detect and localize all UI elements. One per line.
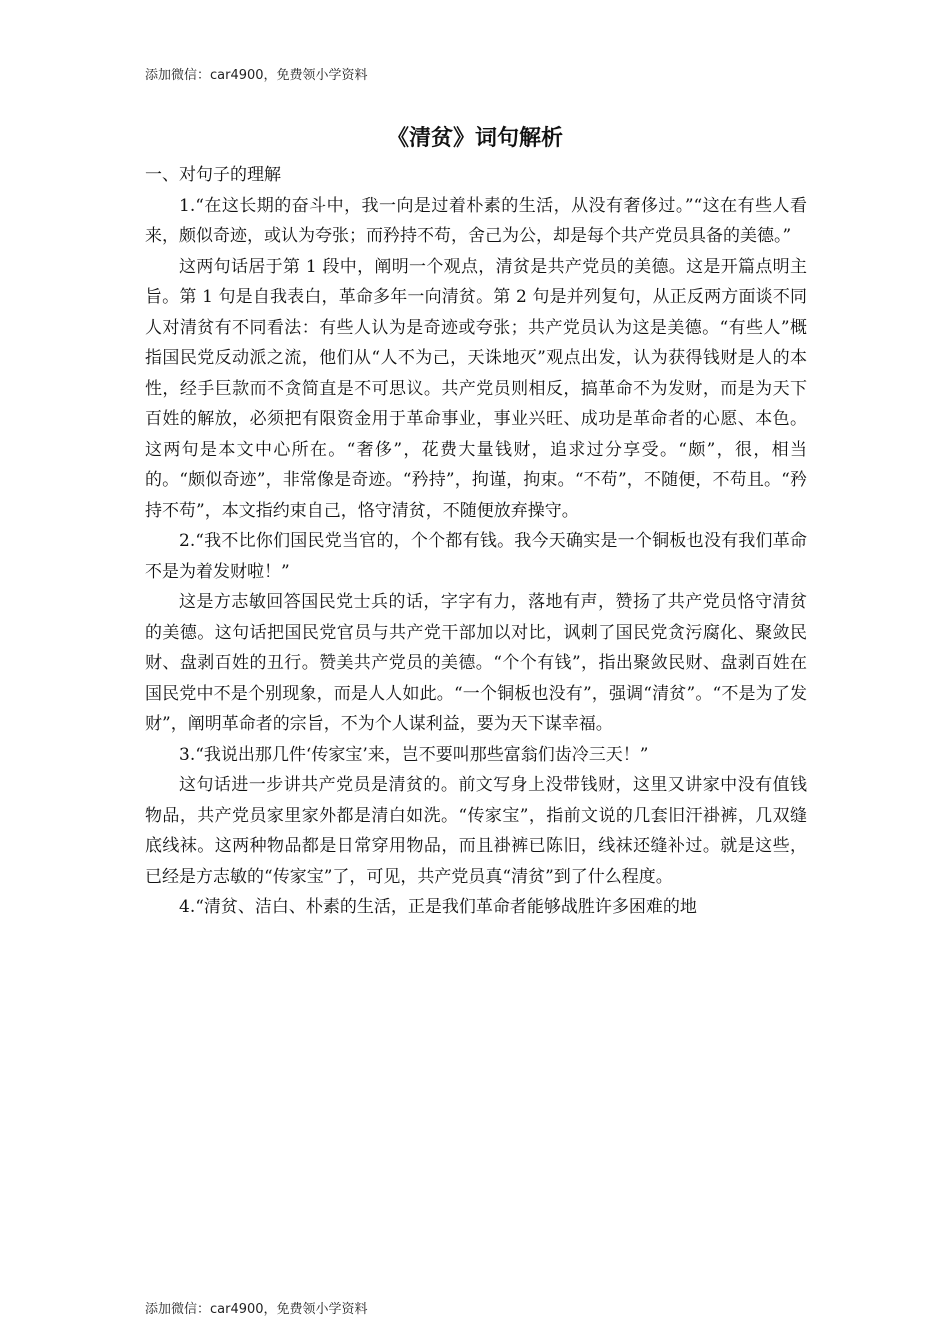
paragraph-quote-1: 1.“在这长期的奋斗中，我一向是过着朴素的生活，从没有奢侈过。”“这在有些人看来，颇似奇迹，或认为夸张；而矜持不苟，舍己为公，却是每个共产党员具备的美德。” [145,195,807,246]
paragraph-quote-3: 3.“我说出那几件‘传家宝’来，岂不要叫那些富翁们齿冷三天！” [179,744,649,765]
document-body [145,160,807,923]
footer-note: 添加微信：car4900，免费领小学资料 [145,1302,368,1317]
paragraph-quote-2: 2.“我不比你们国民党当官的，个个都有钱。我今天确实是一个铜板也没有我们革命不是为着发财啦！” [145,531,807,582]
page-title: 《清贫》词句解析 [386,126,563,151]
paragraph-quote-4: 4.“清贫、洁白、朴素的生活，正是我们革命者能够战胜许多困难的地 [179,897,697,917]
section-heading: 一、对句子的理解 [145,165,281,185]
paragraph-analysis-1: 这两句话居于第 1 段中，阐明一个观点，清贫是共产党员的美德。这是开篇点明主旨。第 1 句是自我表白，革命多年一向清贫。第 2 句是并列复句，从正反两方面谈不同人对清贫有不同看法：有些人认为是奇迹或夸张；共产党员认为这是美德。“有些人”概指国民党反动派之流，他们从“人不为己，天诛地灭”观点出发，认为获得钱财是人的本性，经手巨款而不贪简直是不可思议。共产党员则相反，搞革命不为发财，而是为天下百姓的解放，必须把有限资金用于革命事业，事业兴旺、成功是革命者的心愿、本色。这两句是本文中心所在。“奢侈”，花费大量钱财，追求过分享受。“颇”，很，相当的。“颇似奇迹”，非常像是奇迹。“矜持”，拘谨，拘束。“不苟”，不随便，不苟且。“矜持不苟”，本文指约束自己，恪守清贫，不随便放弃操守。 [145,256,807,521]
paragraph-analysis-2: 这是方志敏回答国民党士兵的话，字字有力，落地有声，赞扬了共产党员恪守清贫的美德。这句话把国民党官员与共产党干部加以对比，讽刺了国民党贪污腐化、聚敛民财、盘剥百姓的丑行。赞美共产党员的美德。“个个有钱”，指出聚敛民财、盘剥百姓在国民党中不是个别现象，而是人人如此。“一个铜板也没有”，强调“清贫”。“不是为了发财”，阐明革命者的宗旨，不为个人谋利益，要为天下谋幸福。 [145,592,807,734]
paragraph-analysis-3: 这句话进一步讲共产党员是清贫的。前文写身上没带钱财，这里又讲家中没有值钱物品，共产党员家里家外都是清白如洗。“传家宝”，指前文说的几套旧汗褂裤，几双缝底线袜。这两种物品都是日常穿用物品，而且褂裤已陈旧，线袜还缝补过。就是这些，已经是方志敏的“传家宝”了，可见，共产党员真“清贫”到了什么程度。 [145,775,807,887]
header-note: 添加微信：car4900，免费领小学资料 [145,68,368,83]
